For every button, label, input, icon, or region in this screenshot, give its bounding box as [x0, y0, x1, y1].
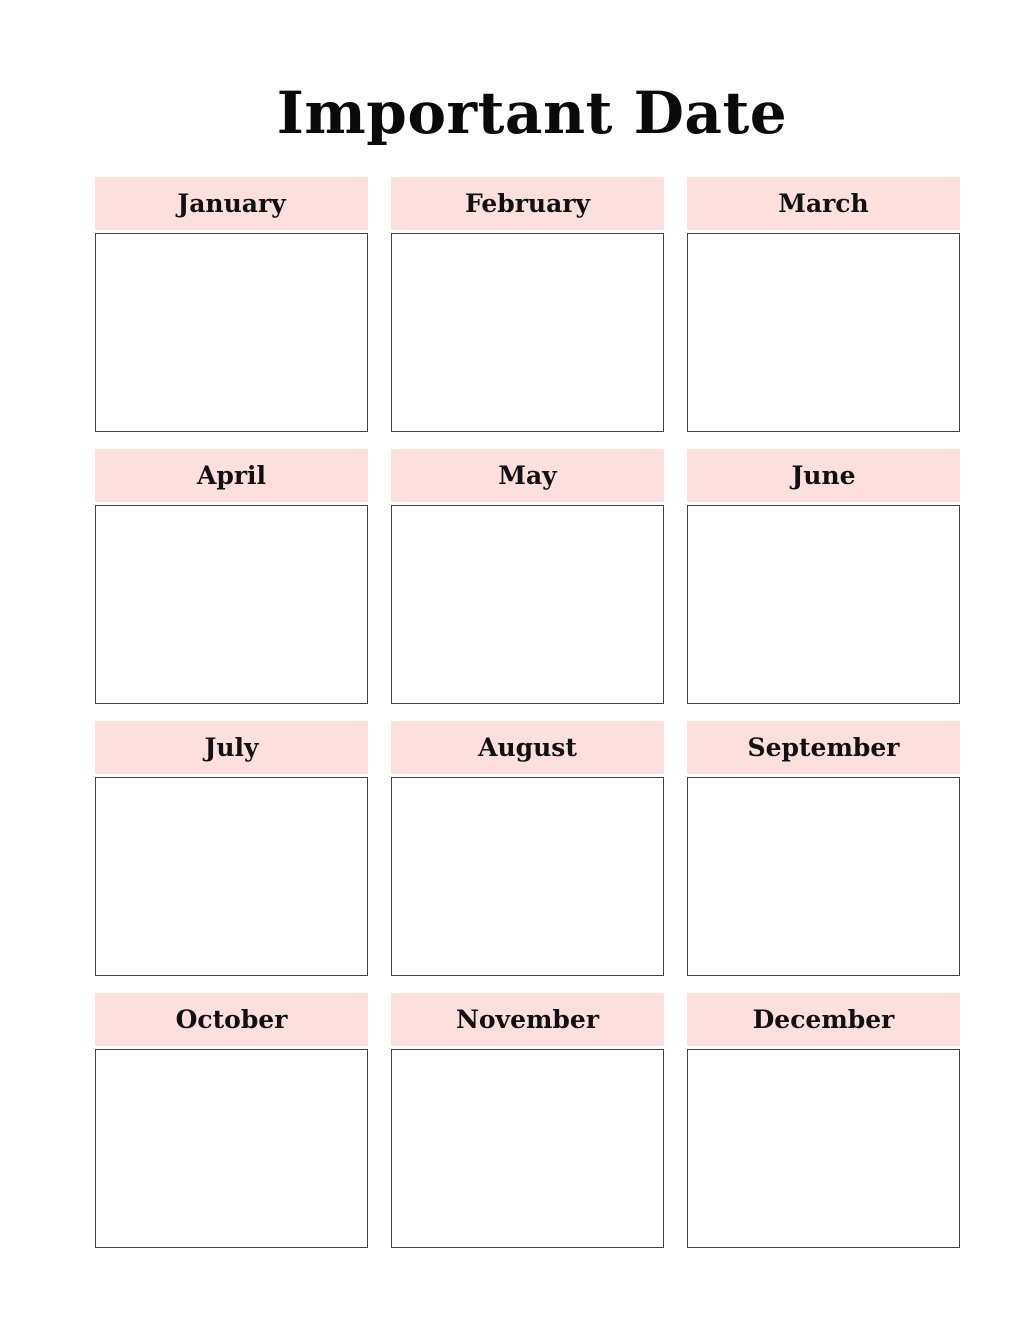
month-card-june [687, 449, 960, 704]
month-header: November [391, 993, 664, 1046]
month-card-october [95, 993, 368, 1248]
month-card-may [391, 449, 664, 704]
month-header: March [687, 177, 960, 230]
month-header: February [391, 177, 664, 230]
month-header: April [95, 449, 368, 502]
month-header: December [687, 993, 960, 1046]
month-header: June [687, 449, 960, 502]
month-notes-box[interactable] [687, 777, 960, 976]
month-card-april [95, 449, 368, 704]
month-notes-box[interactable] [95, 777, 368, 976]
month-card-january [95, 177, 368, 432]
month-header: January [95, 177, 368, 230]
month-card-july [95, 721, 368, 976]
month-card-february [391, 177, 664, 432]
month-notes-box[interactable] [95, 1049, 368, 1248]
month-card-march [687, 177, 960, 432]
month-card-august [391, 721, 664, 976]
month-notes-box[interactable] [391, 233, 664, 432]
month-header: October [95, 993, 368, 1046]
month-card-september [687, 721, 960, 976]
month-notes-box[interactable] [391, 777, 664, 976]
month-notes-box[interactable] [391, 505, 664, 704]
month-header: July [95, 721, 368, 774]
month-notes-box[interactable] [95, 233, 368, 432]
month-notes-box[interactable] [95, 505, 368, 704]
page-title: Important Date [276, 79, 788, 147]
month-header: May [391, 449, 664, 502]
month-notes-box[interactable] [391, 1049, 664, 1248]
month-header: September [687, 721, 960, 774]
month-card-december [687, 993, 960, 1248]
month-notes-box[interactable] [687, 1049, 960, 1248]
month-notes-box[interactable] [687, 233, 960, 432]
month-header: August [391, 721, 664, 774]
month-card-november [391, 993, 664, 1248]
month-notes-box[interactable] [687, 505, 960, 704]
